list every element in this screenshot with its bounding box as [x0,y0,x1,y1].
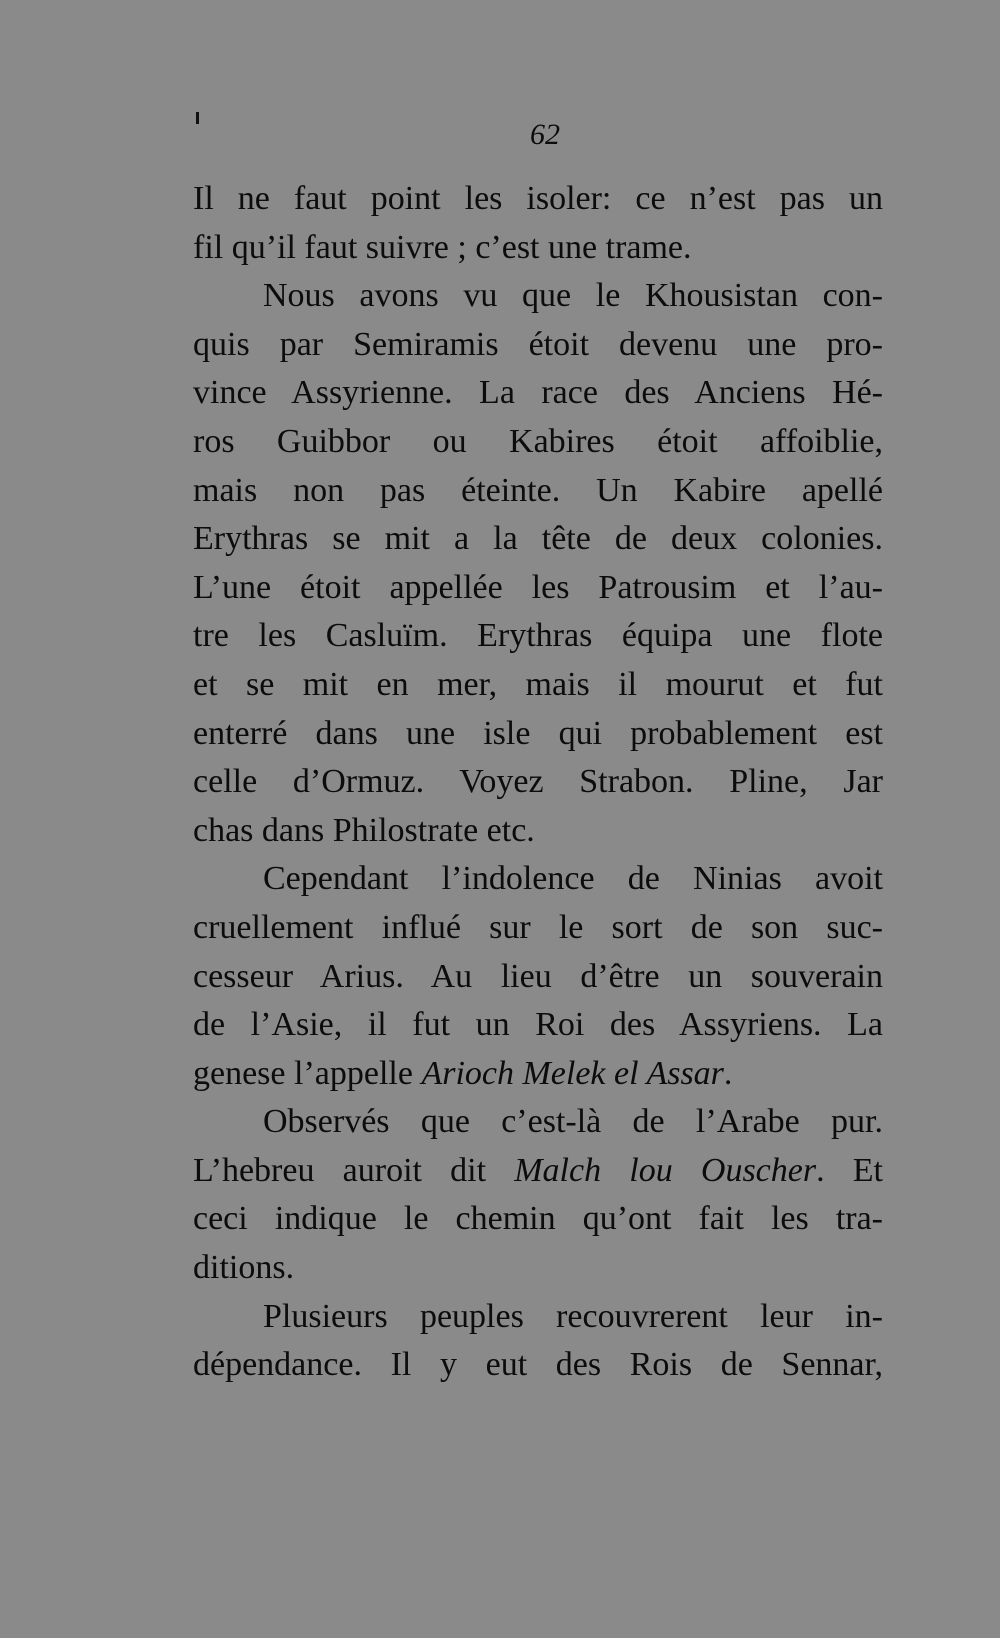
text-line: enterré dans une isle qui probablement est [193,714,883,752]
text-line [193,1147,883,1196]
text-line: Cependant l’indolence de Ninias avoit [263,860,883,898]
text-line: Erythras se mit a la tête de deux colonies. [193,520,883,558]
text-line: L’une étoit appellée les Patrousim et l’au- [193,568,883,606]
text-line: et se mit en mer, mais il mourut et fut [193,665,883,703]
text-line: cruellement influé sur le sort de son suc- [193,908,883,946]
text-line: ditions. [193,1249,295,1287]
text-line: vince Assyrienne. La race des Anciens Hé- [193,374,883,412]
italic-phrase: Malch lou Ouscher [514,1151,817,1189]
text-line: dépendance. Il y eut des Rois de Sennar, [193,1346,883,1384]
text-line: chas dans Philostrate etc. [193,811,535,849]
text-segment: genese l’appelle [193,1054,422,1092]
text-segment: . Et [816,1151,883,1189]
text-line: cesseur Arius. Au lieu d’être un souverain [193,957,883,995]
page-number: 62 [530,118,560,151]
text-line: fil qu’il faut suivre ; c’est une trame. [193,228,692,266]
italic-phrase: Arioch Melek el Assar [421,1054,724,1092]
text-line: quis par Semiramis étoit devenu une pro- [193,325,883,363]
text-line: Il ne faut point les isoler: ce n’est pas un [193,180,883,217]
body-text [193,175,883,1390]
text-line: Plusieurs peuples recouvrerent leur in- [263,1297,883,1335]
text-line: Observés que c’est-là de l’Arabe pur. [263,1103,883,1141]
text-line: Nous avons vu que le Khousistan con- [263,277,883,315]
text-line: tre les Casluïm. Erythras équipa une flote [193,617,883,655]
text-line: ceci indique le chemin qu’ont fait les tra- [193,1200,883,1238]
text-line [193,1050,883,1099]
text-line: de l’Asie, il fut un Roi des Assyriens. La [193,1006,883,1044]
text-segment: . [723,1054,733,1092]
text-segment: L’hebreu auroit dit [193,1151,515,1189]
text-line: celle d’Ormuz. Voyez Strabon. Pline, Jar [193,763,883,801]
text-line: mais non pas éteinte. Un Kabire apellé [193,471,883,509]
text-line: ros Guibbor ou Kabires étoit affoiblie, [193,422,883,460]
